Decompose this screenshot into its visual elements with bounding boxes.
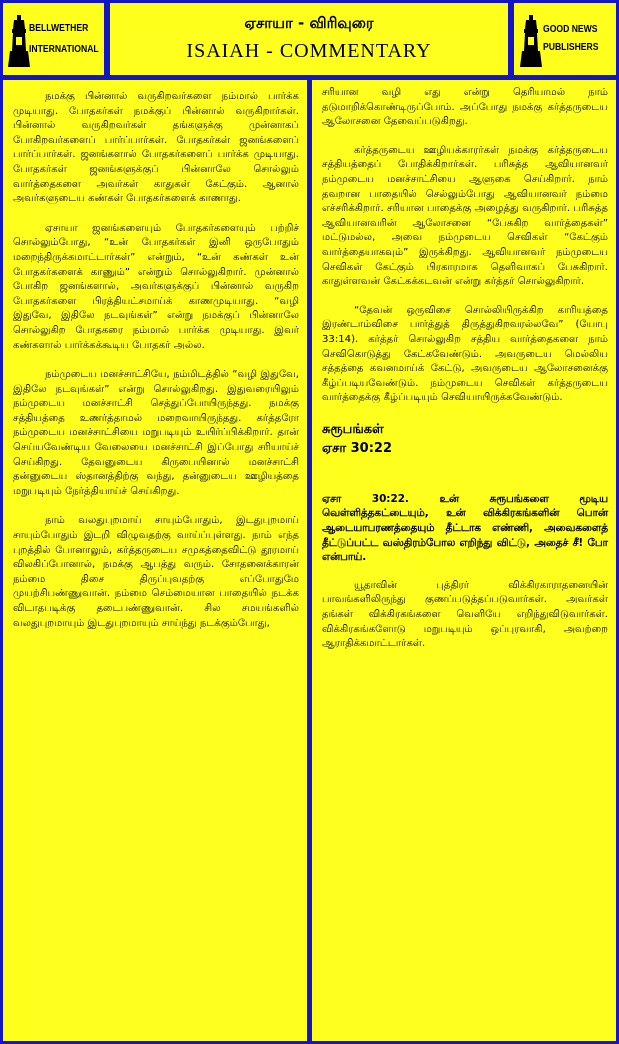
section-reference: ஏசா 30:22 [322, 440, 393, 456]
right-column [312, 80, 616, 1041]
bell-tower-icon [520, 15, 542, 67]
logo-text-line2: INTERNATIONAL [29, 43, 99, 55]
bell-tower-icon [8, 15, 30, 67]
section-heading: சுரூபங்கள் [322, 421, 384, 437]
paragraph: நம்முடைய மனச்சாட்சியே, நம்மிடத்தில் “வழி இதுவே, இதிலே நடவுங்கள்” என்று சொல்லுகிறது. இதுவரையிலும் நம்முடைய மனச்சாட்சி செத்துப்போயிருந்தது. நமக்கு சத்தியத்தை உணர்த்தாமல் மறைவாயிருந்தது. கர்த்தரோ நம்முடைய மனச்சாட்சியை மறுபடியும் உயிர்ப்பிக்கிறார். தான் செய்யவேண்டிய வேலையை மனச்சாட்சி இப்போது சரியாய்ச் செய்கிறது. தேவனுடைய கிருபையினால் மனச்சாட்சி தன்னுடைய ஸ்தானத்திற்கு வந்து, தன்னுடைய ஊழியத்தை மறுபடியும் நேர்த்தியாய்ச் செய்கிறது. [13, 369, 299, 497]
paragraph: யூதாவின் புத்திரர் விக்கிரகாராதனையின் பாவங்களிலிருந்து குணப்படுத்தப்படுவார்கள். அவர்கள் தங்கள் விக்கிரகங்களை வெளியே எறிந்துவிடுவார்கள். விக்கிரகங்களோடு மறுபடியும் ஒப்புரவாகி, அவற்றை ஆராதிக்கமாட்டார்கள். [322, 579, 608, 650]
good-news-logo [514, 3, 616, 75]
paragraph: கர்த்தருடைய ஊழியக்காரர்கள் நமக்கு கர்த்தருடைய சத்தியத்தைப் போதிக்கிறார்கள். பரிசுத்த ஆவியானவர் நம்முடைய மனச்சாட்சியை ஆளுகை செய்கிறார். நாம் தவறான பாதையில் செல்லும்போது ஆவியானவர் நம்மை எச்சரிக்கிறார். சரியான பாதைக்கு அழைத்து வருகிறார். பரிசுத்த ஆவியானவரின் ஆலோசனை “பேசுகிற வார்த்தைகள்” மட்டுமல்ல, அவை நம்முடைய செவிகள் “கேட்கும் வார்த்தையாகவும்” இருக்கிறது. ஆவியானவர் நம்முடைய செவிகள் கேட்கும் பிரகாரமாக தெளிவாகப் பேசுகிறார். காதுள்ளவன் கேட்கக்கடவன் என்று கர்த்தர் சொல்லுகிறார். [322, 144, 608, 288]
verse-text: ஏசா 30:22. உன் சுரூபங்களை மூடிய வெள்ளித்தகட்டையும், உன் விக்கிரகங்களின் பொன் ஆடையாபரணத்தையும் தீட்டாக எண்ணி, அவைகளைத் தீட்டுப்பட்ட வஸ்திரம்போல எறிந்து விட்டு, அதைச் சீ! போ என்பாய். [322, 492, 608, 564]
logo-text-line2: PUBLISHERS [543, 41, 599, 53]
title-tamil: ஏசாயா - விரிவுரை [244, 14, 374, 32]
title-english: ISAIAH - COMMENTARY [186, 40, 432, 62]
paragraph: சரியான வழி எது என்று தெரியாமல் நாம் தடுமாறிக்கொண்டிருப்போம். அப்போது நமக்கு கர்த்தருடைய ஆலோசனை தேவைப்படுகிறது. [322, 87, 608, 128]
paragraph: நாம் வலதுபுறமாய் சாயும்போதும், இடதுபுறமாய் சாயும்போதும் இடறி விழுவதற்கு வாய்ப்புள்ளது. நாம் எந்த புறத்தில் போனாலும், கர்த்தருடைய சமுகத்தைவிட்டு தூரமாய் விலகிப்போனால், நமக்கு ஆபத்து வரும். சோதனைக்காரன் நம்மை திசை திருப்புவதற்கு எப்போதுமே முயற்சிபண்ணுவான். நம்மை செம்மையான பாதையில் நடக்க விடாதபடிக்கு தடைபண்ணுவான். சில சமயங்களில் வலதுபுறமாயும் இடதுபுறமாயும் சாய்ந்து நடக்கும்போது, [13, 515, 299, 629]
paragraph: ஏசாயா ஜனங்களையும் போதகர்களையும் பற்றிச் சொல்லும்போது, “உன் போதகர்கள் இனி ஒருபோதும் மறைந்திருக்கமாட்டார்கள்” என்றும், “உன் கண்கள் உன் போதகர்களைக் காணும்” என்றும் சொல்லுகிறார். முன்னால் போகிற ஜனங்களால், அவர்களுக்குப் பின்னால் வருகிற போதகர்களை பிரத்தியட்சமாய்க் காணமுடியாது. “வழி இதுவே, இதிலே நடவுங்கள்” என்று நமக்குப் பின்னாலே சொல்லுகிற போதகரை நம்மால் பார்க்க முடியாது. இவர் கண்களால் பார்க்கக்கூடிய போதகர் அல்ல. [13, 222, 299, 351]
page-header [110, 3, 508, 75]
logo-text-line1: BELLWETHER [29, 22, 89, 34]
left-column [3, 80, 307, 1041]
paragraph: “தேவன் ஒருவிசை சொல்லியிருக்கிற காரியத்தை இரண்டாம்விசை பார்த்துத் திருத்துகிறவரல்லவே” (யோபு 33:14). கர்த்தர் சொல்லுகிற சத்திய வார்த்தைகளை நாம் செவிகொடுத்து கேட்கவேண்டும். அவருடைய மெல்லிய சத்தத்தை கவனமாய்க் கேட்டு, அவருடைய ஆலோசனைக்கு கீழ்ப்படியவேண்டும். நம்முடைய செவிகள் கர்த்தருடைய வார்த்தைக்கு கீழ்ப்படியும் செவியாயிருக்கவேண்டும். [322, 304, 608, 404]
logo-text-line1: GOOD NEWS [543, 23, 598, 35]
bellwether-logo [3, 3, 104, 75]
paragraph: நமக்கு பின்னால் வருகிறவர்களை நம்மால் பார்க்க முடியாது. போதகர்கள் நமக்குப் பின்னால் வருகிறார்கள். பின்னால் வருகிறவர்கள் தங்களுக்கு முன்னாகப் போகிறவர்களைப் பார்ப்பார்கள். போதகர்கள் ஜனங்களைப் பார்ப்பார்கள். ஜனங்களால் போதகர்களைப் பார்க்க முடியாது. போதகர்கள் ஜனங்களுக்குப் பின்னாலே சொல்லும் வார்த்தைகளை அவர்கள் காதுகள் கேட்கும். ஆனால் அவர்களுடைய கண்கள் போதகர்களைக் காணாது. [13, 91, 299, 205]
